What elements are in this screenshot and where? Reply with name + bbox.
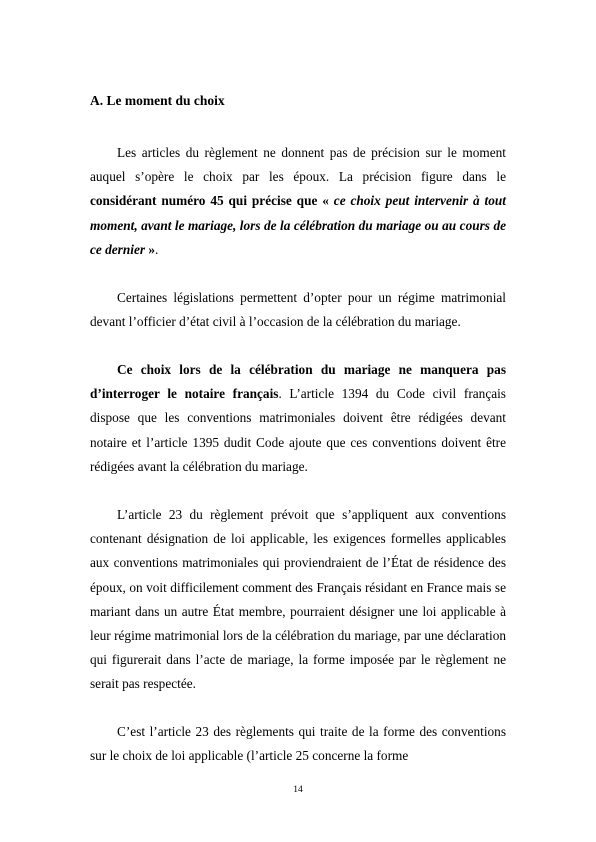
paragraph-2: Certaines législations permettent d’opter pour un régime matrimonial devant l’officier d’état civil à l’occasion de la célébration du mariage.: [90, 290, 506, 330]
page-number: 14: [293, 785, 303, 795]
paragraph-1-text: Les articles du règlement ne donnent pas de précision sur le moment auquel s’opère le choix par les époux. La précision figure dans le: [90, 145, 506, 185]
paragraph-3-bold-text: Ce choix lors de la célébration du mariage ne manquera pas d’interroger le notaire français: [90, 362, 506, 402]
paragraph-1-bold-text: considérant numéro 45 qui précise que «: [90, 193, 334, 209]
paragraph-3-text: . L’article 1394 du Code civil français dispose que les conventions matrimoniales doivent être rédigées devant notaire et l’article 1395 dudit Code ajoute que ces conventions doivent être rédigées avant la célébration du mariage.: [90, 386, 506, 474]
paragraph-1: [90, 141, 506, 262]
paragraph-5: C’est l’article 23 des règlements qui traite de la forme des conventions sur le choix de loi applicable (l’article 25 concerne la forme: [90, 724, 506, 764]
paragraph-1-quote-close: »: [145, 241, 156, 257]
paragraph-3: [90, 358, 506, 479]
paragraph-1-end: .: [155, 241, 159, 257]
paragraph-1-quote: ce choix peut intervenir à tout moment, avant le mariage, lors de la célébration du mariage ou au cours de ce dernier: [90, 193, 506, 257]
section-heading: A. Le moment du choix: [90, 93, 225, 108]
paragraph-4: L’article 23 du règlement prévoit que s’appliquent aux conventions contenant désignation de loi applicable, les exigences formelles applicables aux conventions matrimoniales qui proviendraient de l’État de résidence des époux, on voit difficilement comment des Français résidant en France mais se mariant dans un autre État membre, pourraient désigner une loi applicable à leur régime matrimonial lors de la célébration du mariage, par une déclaration qui figurerait dans l’acte de mariage, la forme imposée par le règlement ne serait pas respectée.: [90, 507, 506, 692]
